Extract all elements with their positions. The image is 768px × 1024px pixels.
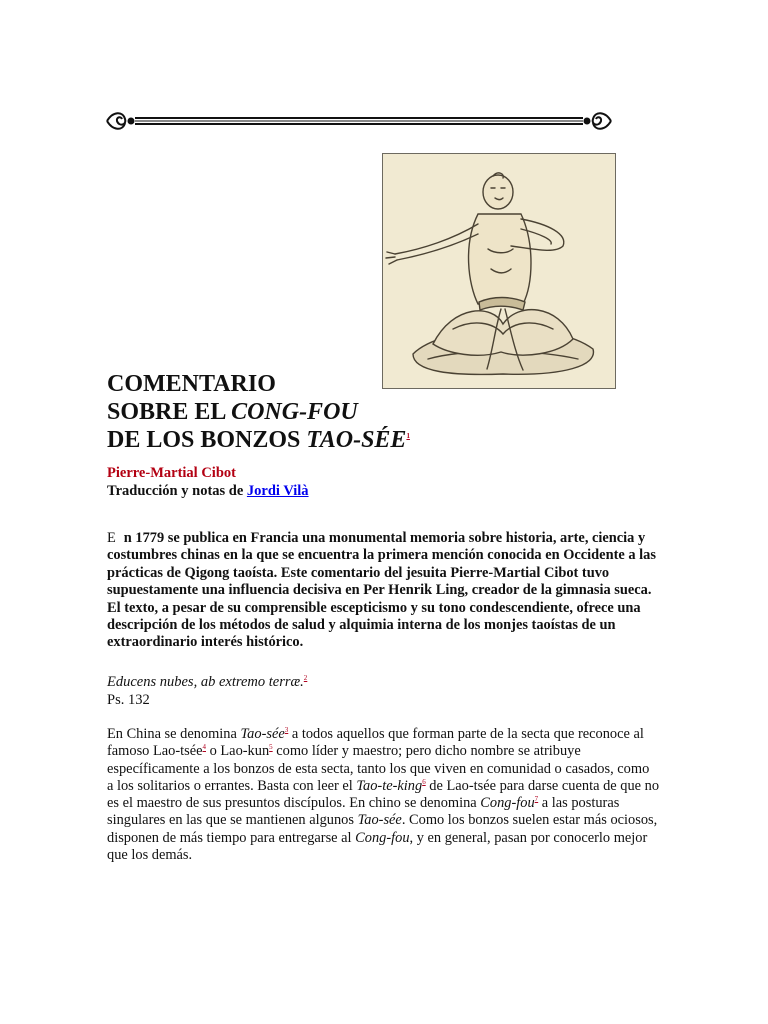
title-line-3-italic: TAO-SÉE (306, 427, 407, 453)
body-italic: Cong-fou (355, 829, 410, 846)
translation-prefix: Traducción y notas de (107, 483, 247, 499)
author-block (107, 464, 309, 500)
ornamental-divider-icon (105, 108, 613, 134)
body-italic: Tao-te-king (356, 777, 423, 794)
body-text: , y en general, pasan por conocerlo mejor que los demás. (107, 829, 648, 864)
body-text: a las posturas singulares en las que se mantienen algunos (107, 795, 620, 829)
seated-monk-illustration (382, 153, 616, 389)
body-text: . Como los bonzos suelen estar más ociosos, disponen de más tiempo para entregarse al (107, 812, 658, 846)
intro-paragraph (107, 530, 663, 652)
title-line-2-prefix: SOBRE EL (107, 399, 232, 425)
body-text: de Lao-tsée para darse cuenta de que no es el maestro de sus presuntos discípulos. En chino se denomina (107, 777, 660, 812)
author-name: Pierre-Martial Cibot (107, 465, 236, 481)
title-line-1: COMENTARIO (107, 371, 276, 397)
footnote-link-6[interactable]: 6 (422, 778, 426, 787)
page-title (107, 370, 410, 454)
footnote-link-3[interactable]: 3 (284, 726, 289, 735)
translation-credit (107, 482, 309, 500)
drop-letter: E (107, 530, 116, 546)
footnote-link-5[interactable]: 5 (269, 743, 273, 752)
body-text: como líder y maestro; pero dicho nombre se atribuye específicamente a los bonzos de esta secta, tanto los que viven en comunidad o casados, como a los solitarios o errantes. Basta con leer el (107, 743, 650, 794)
title-line-2-italic: CONG-FOU (231, 399, 358, 425)
epigraph-source: Ps. 132 (107, 692, 150, 708)
body-text: a todos aquellos que forman parte de la secta que reconoce al famoso Lao-tsée (107, 726, 644, 760)
footnote-link-1[interactable]: 1 (406, 432, 410, 440)
footnote-link-7[interactable]: 7 (534, 795, 539, 804)
title-line-3-prefix: DE LOS BONZOS (107, 427, 307, 453)
translator-link[interactable]: Jordi Vilà (246, 483, 309, 499)
body-italic: Tao-sée (240, 726, 285, 742)
footnote-link-4[interactable]: 4 (202, 743, 206, 752)
body-paragraph (107, 726, 659, 864)
intro-text: n 1779 se publica en Francia una monumental memoria sobre historia, arte, ciencia y costumbres chinas en la que se encuentra la primera mención conocida en Occidente a las prácticas de Qigong taoísta. Este comentario del jesuita Pierre-Martial Cibot tuvo supuestamente una influencia decisiva en Per Henrik Ling, creador de la gimnasia sueca. El texto, a pesar de su comprensible escepticismo y su tono condescendiente, ofrece una descripción de los métodos de salud y alquimia interna de los monjes taoístas de un extraordinario interés histórico. (107, 530, 656, 651)
body-text: En China se denomina (107, 726, 241, 742)
body-italic: Tao-sée (357, 812, 402, 829)
body-text: o Lao-kun (206, 743, 270, 760)
body-italic: Cong-fou (480, 795, 535, 812)
epigraph (107, 673, 307, 709)
footnote-link-2[interactable]: 2 (303, 674, 308, 683)
epigraph-quote: Educens nubes, ab extremo terræ. (107, 674, 304, 690)
